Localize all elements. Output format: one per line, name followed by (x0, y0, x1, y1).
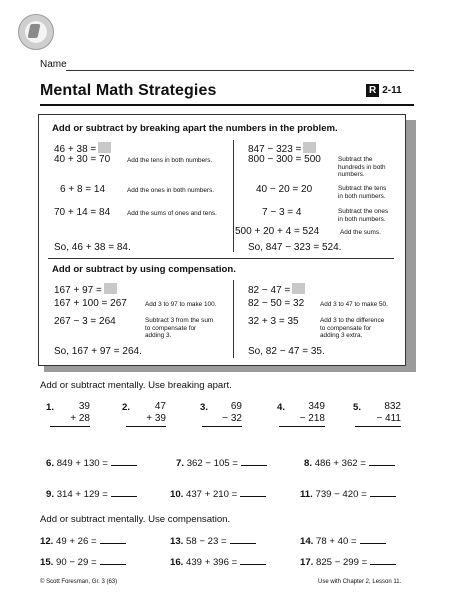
box-heading-breaking-apart: Add or subtract by breaking apart the numbers in the problem. (52, 123, 338, 134)
example-note: Subtract the ones in both numbers. (338, 208, 389, 223)
answer-blank[interactable] (111, 488, 137, 497)
example-note: Add 3 to 47 to make 50. (320, 301, 388, 308)
problem-number: 5. (353, 402, 362, 413)
answer-box-icon (98, 142, 111, 153)
problem-stack: 39 + 28 (50, 401, 90, 427)
answer-box-icon (292, 283, 305, 294)
answer-blank[interactable] (370, 556, 396, 565)
example-note: Subtract 3 from the sum to compensate for adding 3. (145, 317, 214, 340)
example-eq: 167 + 97 = (54, 283, 117, 296)
section-divider (48, 258, 394, 259)
example-eq: 32 + 3 = 35 (248, 316, 299, 327)
example-eq: 847 − 323 = (248, 142, 316, 155)
name-line[interactable] (66, 70, 414, 71)
problem: 7. 362 − 105 = (176, 457, 267, 469)
example-eq: 500 + 20 + 4 = 524 (235, 226, 320, 237)
lesson-badge-letter: R (366, 84, 379, 97)
problem: 14. 78 + 40 = (300, 535, 386, 547)
example-eq: 7 − 3 = 4 (262, 207, 302, 218)
problem: 17. 825 − 299 = (300, 556, 396, 568)
column-divider-bottom (233, 280, 234, 358)
problem: 13. 58 − 23 = (170, 535, 256, 547)
footer-lesson-ref: Use with Chapter 2, Lesson 11. (318, 579, 402, 585)
example-eq: 167 + 100 = 267 (54, 298, 127, 309)
problem-stack: 69 − 32 (202, 401, 242, 427)
example-result: So, 847 − 323 = 524. (248, 242, 342, 253)
example-note: Add the ones in both numbers. (127, 187, 215, 194)
answer-blank[interactable] (100, 556, 126, 565)
problem: 9. 314 + 129 = (46, 488, 137, 500)
answer-blank[interactable] (111, 457, 137, 466)
problem-stack: 47 + 39 (126, 401, 166, 427)
example-eq: 800 − 300 = 500 (248, 154, 321, 165)
instruction-breaking-apart: Add or subtract mentally. Use breaking apart. (40, 380, 232, 391)
problem: 11. 739 − 420 = (300, 488, 396, 500)
problem: 16. 439 + 396 = (170, 556, 266, 568)
example-eq: 82 − 50 = 32 (248, 298, 305, 309)
answer-blank[interactable] (240, 556, 266, 565)
footer-copyright: © Scott Foresman, Gr. 3 (63) (40, 579, 118, 585)
answer-blank[interactable] (240, 488, 266, 497)
page-title: Mental Math Strategies (40, 82, 217, 99)
example-result: So, 82 − 47 = 35. (248, 346, 325, 357)
answer-blank[interactable] (370, 488, 396, 497)
example-result: So, 46 + 38 = 84. (54, 242, 131, 253)
lesson-code: 2-11 (382, 85, 402, 96)
problem-number: 4. (277, 402, 286, 413)
example-eq: 6 + 8 = 14 (60, 184, 106, 195)
example-note: Subtract the hundreds in both numbers. (338, 156, 386, 179)
problem-number: 2. (122, 402, 131, 413)
answer-blank[interactable] (369, 457, 395, 466)
example-note: Add the sums. (340, 229, 381, 236)
column-divider-top (233, 140, 234, 252)
answer-blank[interactable] (360, 535, 386, 544)
example-note: Add the tens in both numbers. (127, 157, 213, 164)
problem: 15. 90 − 29 = (40, 556, 126, 568)
example-note: Add 3 to 97 to make 100. (145, 301, 217, 308)
example-note: Add 3 to the difference to compensate for adding 3 extra. (320, 317, 385, 340)
answer-blank[interactable] (241, 457, 267, 466)
example-result: So, 167 + 97 = 264. (54, 346, 142, 357)
answer-box-icon (104, 283, 117, 294)
answer-blank[interactable] (230, 535, 256, 544)
problem: 12. 49 + 26 = (40, 535, 126, 547)
problem: 6. 849 + 130 = (46, 457, 137, 469)
problem-stack: 832 − 411 (355, 401, 401, 427)
example-eq: 82 − 47 = (248, 283, 305, 296)
example-eq: 46 + 38 = (54, 142, 111, 155)
example-eq: 40 − 20 = 20 (256, 184, 313, 195)
publisher-logo (18, 14, 54, 50)
example-eq: 40 + 30 = 70 (54, 154, 111, 165)
lesson-badge (366, 84, 402, 97)
problem: 8. 486 + 362 = (304, 457, 395, 469)
box-heading-compensation: Add or subtract by using compensation. (52, 264, 236, 275)
name-label: Name (40, 59, 67, 70)
problem-number: 3. (200, 402, 209, 413)
example-eq: 267 − 3 = 264 (54, 316, 116, 327)
problem-number: 1. (46, 402, 55, 413)
title-rule (40, 104, 414, 106)
problem: 10. 437 + 210 = (170, 488, 266, 500)
instruction-compensation: Add or subtract mentally. Use compensation. (40, 514, 231, 525)
answer-blank[interactable] (100, 535, 126, 544)
example-note: Add the sums of ones and tens. (127, 210, 217, 217)
problem-stack: 349 − 218 (279, 401, 325, 427)
example-note: Subtract the tens in both numbers. (338, 185, 387, 200)
answer-box-icon (303, 142, 316, 153)
example-eq: 70 + 14 = 84 (54, 207, 111, 218)
